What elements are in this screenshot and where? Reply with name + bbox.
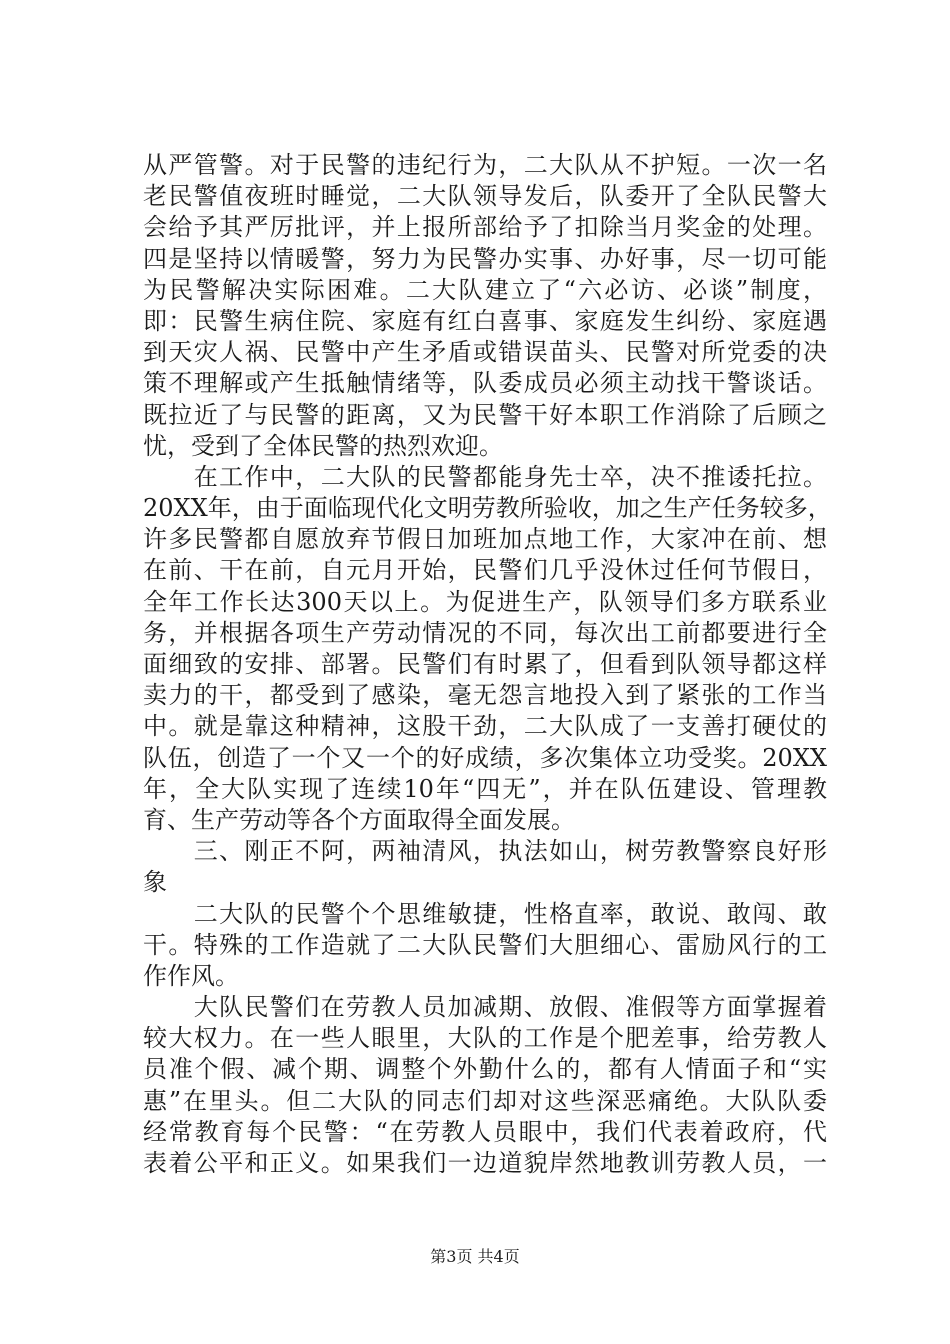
text-line: 策不理解或产生抵触情绪等，队委成员必须主动找干警谈话。 (143, 369, 827, 398)
text-line: 老民警值夜班时睡觉，二大队领导发后，队委开了全队民警大 (143, 182, 827, 211)
text-line: 为民警解决实际困难。二大队建立了“六必访、必谈”制度， (143, 275, 827, 304)
text-line: 会给予其严厉批评，并上报所部给予了扣除当月奖金的处理。 (143, 213, 827, 242)
text-line: 队伍，创造了一个又一个的好成绩，多次集体立功受奖。20XX (143, 743, 827, 772)
text-line: 在工作中，二大队的民警都能身先士卒，决不推诿托拉。 (143, 462, 827, 491)
page-footer: 第3页 共4页 (430, 1247, 520, 1266)
text-line: 在前、干在前，自元月开始，民警们几乎没休过任何节假日， (143, 556, 827, 585)
text-line: 务，并根据各项生产劳动情况的不同，每次出工前都要进行全 (143, 618, 827, 647)
text-line: 二大队的民警个个思维敏捷，性格直率，敢说、敢闯、敢 (143, 899, 827, 928)
text-line: 四是坚持以情暖警，努力为民警办实事、办好事，尽一切可能 (143, 244, 827, 273)
text-line: 中。就是靠这种精神，这股干劲，二大队成了一支善打硬仗的 (143, 712, 827, 741)
text-line: 许多民警都自愿放弃节假日加班加点地工作，大家冲在前、想 (143, 525, 827, 554)
text-line: 全年工作长达300天以上。为促进生产，队领导们多方联系业 (143, 587, 827, 616)
text-line: 面细致的安排、部署。民警们有时累了，但看到队领导都这样 (143, 650, 827, 678)
text-line: 作作风。 (143, 961, 239, 990)
text-line: 卖力的干，都受到了感染，毫无怨言地投入到了紧张的工作当 (143, 681, 827, 710)
text-line: 既拉近了与民警的距离，又为民警干好本职工作消除了后顾之 (143, 400, 827, 429)
text-line: 较大权力。在一些人眼里，大队的工作是个肥差事，给劳教人 (143, 1024, 827, 1053)
text-line: 20XX年，由于面临现代化文明劳教所验收，加之生产任务较多， (143, 494, 832, 523)
text-line: 育、生产劳动等各个方面取得全面发展。 (143, 805, 575, 834)
text-line: 从严管警。对于民警的违纪行为，二大队从不护短。一次一名 (143, 151, 827, 179)
text-line: 经常教育每个民警：“在劳教人员眼中，我们代表着政府，代 (143, 1117, 827, 1146)
text-line: 忧，受到了全体民警的热烈欢迎。 (143, 431, 503, 460)
text-line: 即：民警生病住院、家庭有红白喜事、家庭发生纠纷、家庭遇 (143, 306, 827, 335)
text-line: 三、刚正不阿，两袖清风，执法如山，树劳教警察良好形 (143, 837, 827, 866)
text-line: 象 (143, 868, 167, 897)
text-line: 年，全大队实现了连续10年“四无”，并在队伍建设、管理教 (143, 774, 827, 803)
text-line: 惠”在里头。但二大队的同志们却对这些深恶痛绝。大队队委 (143, 1086, 827, 1115)
text-line: 到天灾人祸、民警中产生矛盾或错误苗头、民警对所党委的决 (143, 338, 827, 367)
text-line: 大队民警们在劳教人员加减期、放假、准假等方面掌握着 (143, 993, 827, 1022)
text-line: 干。特殊的工作造就了二大队民警们大胆细心、雷励风行的工 (143, 930, 827, 959)
text-line: 员准个假、减个期、调整个外勤什么的，都有人情面子和“实 (143, 1055, 827, 1084)
document-body (143, 150, 832, 1179)
text-line: 表着公平和正义。如果我们一边道貌岸然地教训劳教人员，一 (143, 1149, 827, 1177)
